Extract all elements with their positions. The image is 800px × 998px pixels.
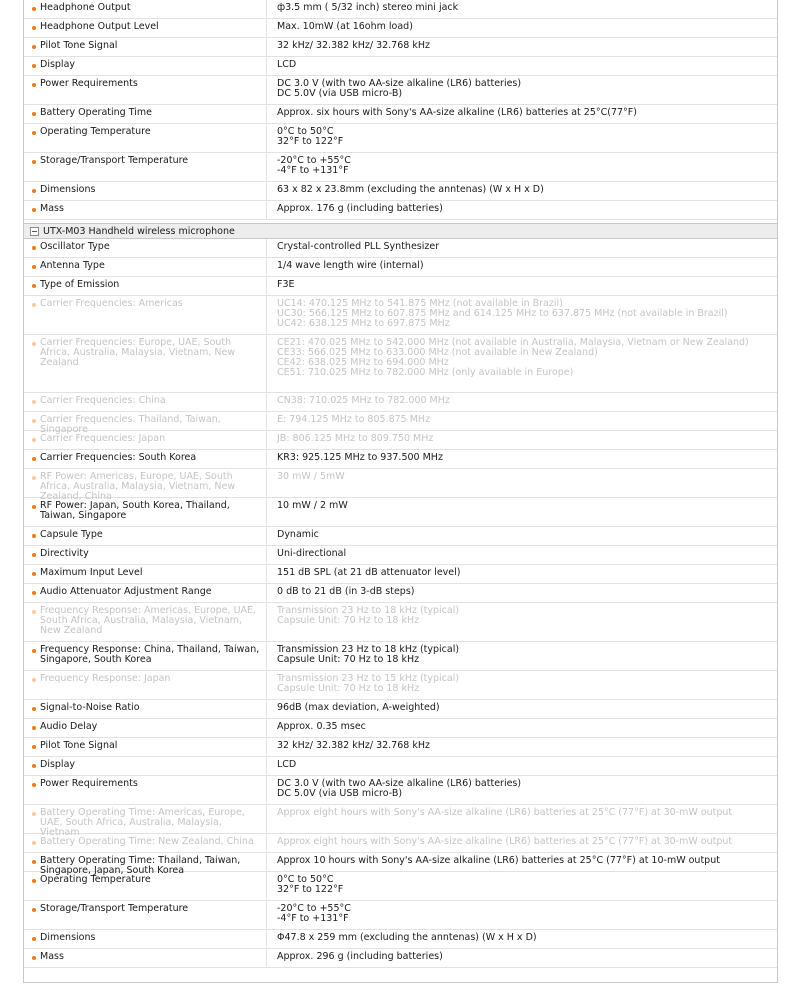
spec-value: CN38: 710.025 MHz to 782.000 MHz (277, 395, 450, 406)
spec-label-cell (24, 431, 267, 449)
bullet-dot-icon (32, 764, 36, 768)
spec-label: Dimensions (40, 184, 96, 195)
spec-label: Frequency Response: Americas, Europe, UAE, South Africa, Australia, Malaysia, Vietnam, New Zealand (40, 605, 257, 636)
spec-label: RF Power: Japan, South Korea, Thailand, Taiwan, Singapore (40, 500, 230, 521)
bullet-dot-icon (32, 64, 36, 68)
spec-value-cell (267, 671, 777, 699)
spec-label-cell (24, 949, 267, 967)
spec-label: Battery Operating Time: Thailand, Taiwan, Singapore, Japan, South Korea (40, 855, 241, 876)
spec-label-cell (24, 239, 267, 257)
spec-label-cell (24, 603, 267, 641)
spec-label: Display (40, 59, 76, 70)
bullet-dot-icon (32, 610, 36, 614)
spec-row (24, 431, 777, 450)
spec-row (24, 76, 777, 105)
spec-value-cell (267, 776, 777, 804)
bullet-dot-icon (32, 860, 36, 864)
bullet-dot-icon (32, 908, 36, 912)
spec-value-cell (267, 642, 777, 670)
bullet-dot-icon (32, 419, 36, 423)
spec-label: Carrier Frequencies: Thailand, Taiwan, Singapore (40, 414, 221, 435)
spec-value: Capsule Unit: 70 Hz to 18 kHz (277, 615, 420, 626)
spec-value: 32 kHz/ 32.382 kHz/ 32.768 kHz (277, 740, 430, 751)
spec-value-cell (267, 949, 777, 967)
spec-label: Directivity (40, 548, 89, 559)
spec-label: Battery Operating Time: Americas, Europe, UAE, South Africa, Australia, Malaysia, Vietnam (40, 807, 245, 838)
spec-value: Transmission 23 Hz to 18 kHz (typical) (277, 644, 460, 655)
spec-value-cell (267, 239, 777, 257)
spec-value-cell (267, 277, 777, 295)
bullet-dot-icon (32, 45, 36, 49)
spec-label: Carrier Frequencies: Americas (40, 298, 183, 309)
spec-label-cell (24, 450, 267, 468)
spec-row (24, 239, 777, 258)
spec-value: Approx. 296 g (including batteries) (277, 951, 443, 962)
spec-value: LCD (277, 59, 297, 70)
spec-value: 32°F to 122°F (277, 136, 344, 147)
spec-value: 0 dB to 21 dB (in 3-dB steps) (277, 586, 415, 597)
section-spec-rows (24, 239, 777, 968)
spec-value: 63 x 82 x 23.8mm (excluding the anntenas) (W x H x D) (277, 184, 544, 195)
spec-value: DC 3.0 V (with two AA-size alkaline (LR6) batteries) (277, 778, 522, 789)
spec-value-cell (267, 182, 777, 200)
spec-label-cell (24, 277, 267, 295)
spec-label-cell (24, 776, 267, 804)
spec-label: Headphone Output (40, 2, 131, 13)
spec-value-cell (267, 565, 777, 583)
spec-label-cell (24, 565, 267, 583)
bullet-dot-icon (32, 265, 36, 269)
bullet-dot-icon (32, 189, 36, 193)
bullet-dot-icon (32, 879, 36, 883)
spec-label: Dimensions (40, 932, 96, 943)
spec-value: LCD (277, 759, 297, 770)
spec-label: Pilot Tone Signal (40, 740, 118, 751)
spec-value-cell (267, 450, 777, 468)
spec-label: Headphone Output Level (40, 21, 159, 32)
spec-value: Approx 10 hours with Sony's AA-size alkaline (LR6) batteries at 25°C (77°F) at 10-mW output (277, 855, 720, 866)
spec-row (24, 450, 777, 469)
spec-value-cell (267, 901, 777, 929)
spec-label-cell (24, 0, 267, 18)
bullet-dot-icon (32, 7, 36, 11)
spec-row (24, 201, 777, 220)
spec-value-cell (267, 700, 777, 718)
spec-value-cell (267, 757, 777, 775)
spec-label: Carrier Frequencies: Japan (40, 433, 166, 444)
spec-value-cell (267, 498, 777, 526)
spec-row (24, 105, 777, 124)
spec-row (24, 565, 777, 584)
spec-value: Uni-directional (277, 548, 347, 559)
spec-label-cell (24, 124, 267, 152)
bullet-dot-icon (32, 707, 36, 711)
bullet-dot-icon (32, 553, 36, 557)
spec-row (24, 38, 777, 57)
spec-label-cell (24, 642, 267, 670)
bullet-dot-icon (32, 649, 36, 653)
spec-value: ф3.5 mm ( 5/32 inch) stereo mini jack (277, 2, 459, 13)
spec-value: UC14: 470.125 MHz to 541.875 MHz (not available in Brazil) (277, 298, 563, 309)
spec-row (24, 0, 777, 19)
section-title: UTX-M03 Handheld wireless microphone (43, 225, 235, 237)
spec-value: 30 mW / 5mW (277, 471, 345, 482)
spec-row (24, 584, 777, 603)
spec-value-cell (267, 546, 777, 564)
spec-value-cell (267, 258, 777, 276)
spec-label-cell (24, 719, 267, 737)
bullet-dot-icon (32, 284, 36, 288)
spec-row (24, 671, 777, 700)
spec-value-cell (267, 853, 777, 871)
spec-value-cell (267, 57, 777, 75)
spec-label: Signal-to-Noise Ratio (40, 702, 140, 713)
spec-row (24, 182, 777, 201)
spec-value-cell (267, 930, 777, 948)
spec-row (24, 700, 777, 719)
spec-value: CE33: 566.025 MHz to 633.000 MHz (not available in New Zealand) (277, 347, 598, 358)
spec-label: Pilot Tone Signal (40, 40, 118, 51)
bullet-dot-icon (32, 678, 36, 682)
spec-label-cell (24, 469, 267, 502)
spec-value-cell (267, 469, 777, 497)
spec-row (24, 719, 777, 738)
spec-value-cell (267, 124, 777, 152)
spec-value: 32°F to 122°F (277, 884, 344, 895)
spec-label: Antenna Type (40, 260, 105, 271)
bullet-dot-icon (32, 208, 36, 212)
spec-value: Transmission 23 Hz to 15 kHz (typical) (277, 673, 460, 684)
spec-label: Carrier Frequencies: Europe, UAE, South Africa, Australia, Malaysia, Vietnam, New Zealand (40, 337, 236, 368)
bullet-dot-icon (32, 400, 36, 404)
spec-label: RF Power: Americas, Europe, UAE, South Africa, Australia, Malaysia, Vietnam, New Zealand, China (40, 471, 236, 502)
spec-value: Max. 10mW (at 16ohm load) (277, 21, 413, 32)
bullet-dot-icon (32, 505, 36, 509)
spec-row (24, 738, 777, 757)
spec-value-cell (267, 19, 777, 37)
spec-value: UC42: 638.125 MHz to 697.875 MHz (277, 318, 450, 329)
spec-label: Storage/Transport Temperature (40, 155, 189, 166)
spec-value: 10 mW / 2 mW (277, 500, 348, 511)
bullet-dot-icon (32, 726, 36, 730)
spec-row (24, 19, 777, 38)
spec-label-cell (24, 853, 267, 876)
bullet-dot-icon (32, 812, 36, 816)
spec-label-cell (24, 393, 267, 411)
spec-row (24, 258, 777, 277)
spec-label-cell (24, 700, 267, 718)
spec-label-cell (24, 105, 267, 123)
spec-label-cell (24, 19, 267, 37)
spec-label: Mass (40, 951, 64, 962)
spec-value: JB: 806.125 MHz to 809.750 MHz (277, 433, 434, 444)
spec-label-cell (24, 671, 267, 699)
collapse-minus-icon[interactable] (30, 227, 39, 236)
spec-value-cell (267, 603, 777, 641)
spec-value: -4°F to +131°F (277, 913, 349, 924)
spec-label-cell (24, 57, 267, 75)
spec-value: Approx eight hours with Sony's AA-size alkaline (LR6) batteries at 25°C (77°F) at 30-mW output (277, 836, 733, 847)
spec-value: KR3: 925.125 MHz to 937.500 MHz (277, 452, 443, 463)
spec-label-cell (24, 201, 267, 219)
spec-label: Capsule Type (40, 529, 103, 540)
spec-value: 32 kHz/ 32.382 kHz/ 32.768 kHz (277, 40, 430, 51)
spec-row (24, 901, 777, 930)
bullet-dot-icon (32, 937, 36, 941)
spec-label: Battery Operating Time (40, 107, 152, 118)
bullet-dot-icon (32, 956, 36, 960)
top-spec-rows (24, 0, 777, 220)
spec-row (24, 393, 777, 412)
spec-value-cell (267, 527, 777, 545)
spec-table (23, 0, 778, 983)
spec-value-cell (267, 38, 777, 56)
spec-value-cell (267, 412, 777, 430)
spec-label: Audio Attenuator Adjustment Range (40, 586, 212, 597)
spec-value: -20°C to +55°C (277, 903, 351, 914)
spec-row (24, 776, 777, 805)
spec-value-cell (267, 738, 777, 756)
spec-label: Frequency Response: China, Thailand, Taiwan, Singapore, South Korea (40, 644, 260, 665)
bullet-dot-icon (32, 572, 36, 576)
spec-label: Power Requirements (40, 78, 138, 89)
bullet-dot-icon (32, 457, 36, 461)
bullet-dot-icon (32, 112, 36, 116)
spec-value-cell (267, 834, 777, 852)
spec-value: 1/4 wave length wire (internal) (277, 260, 424, 271)
spec-row (24, 469, 777, 502)
spec-value: Capsule Unit: 70 Hz to 18 kHz (277, 654, 420, 665)
spec-row (24, 603, 777, 642)
spec-label-cell (24, 584, 267, 602)
spec-value-cell (267, 719, 777, 737)
spec-label-cell (24, 738, 267, 756)
spec-row (24, 805, 777, 838)
spec-row (24, 498, 777, 527)
bullet-dot-icon (32, 534, 36, 538)
spec-value: Φ47.8 x 259 mm (excluding the anntenas) (W x H x D) (277, 932, 537, 943)
bullet-dot-icon (32, 476, 36, 480)
spec-value-cell (267, 201, 777, 219)
spec-label-cell (24, 182, 267, 200)
spec-value: Transmission 23 Hz to 18 kHz (typical) (277, 605, 460, 616)
spec-label-cell (24, 805, 267, 838)
spec-value: -4°F to +131°F (277, 165, 349, 176)
spec-row (24, 834, 777, 853)
spec-label-cell (24, 258, 267, 276)
spec-label: Type of Emission (40, 279, 120, 290)
spec-row (24, 527, 777, 546)
spec-label: Operating Temperature (40, 126, 151, 137)
spec-row (24, 949, 777, 968)
spec-label: Operating Temperature (40, 874, 151, 885)
spec-row (24, 412, 777, 435)
spec-value-cell (267, 335, 777, 392)
spec-value-cell (267, 584, 777, 602)
spec-value-cell (267, 296, 777, 334)
spec-label-cell (24, 930, 267, 948)
spec-row (24, 546, 777, 565)
spec-row (24, 757, 777, 776)
spec-value-cell (267, 393, 777, 411)
spec-value: Dynamic (277, 529, 319, 540)
spec-value-cell (267, 431, 777, 449)
bullet-dot-icon (32, 26, 36, 30)
spec-label: Oscillator Type (40, 241, 110, 252)
spec-row (24, 335, 777, 393)
spec-value-cell (267, 805, 777, 833)
spec-value-cell (267, 0, 777, 18)
spec-row (24, 57, 777, 76)
bullet-dot-icon (32, 160, 36, 164)
spec-row (24, 872, 777, 901)
bullet-dot-icon (32, 745, 36, 749)
spec-value-cell (267, 872, 777, 900)
spec-value: CE51: 710.025 MHz to 782.000 MHz (only available in Europe) (277, 367, 574, 378)
spec-value: E: 794.125 MHz to 805.875 MHz (277, 414, 431, 425)
section-header[interactable] (24, 223, 777, 239)
spec-value-cell (267, 153, 777, 181)
spec-label: Power Requirements (40, 778, 138, 789)
spec-label-cell (24, 527, 267, 545)
bullet-dot-icon (32, 783, 36, 787)
spec-value: Crystal-controlled PLL Synthesizer (277, 241, 440, 252)
spec-label: Frequency Response: Japan (40, 673, 171, 684)
bullet-dot-icon (32, 246, 36, 250)
spec-label-cell (24, 901, 267, 929)
spec-value: -20°C to +55°C (277, 155, 351, 166)
spec-label: Storage/Transport Temperature (40, 903, 189, 914)
bullet-dot-icon (32, 841, 36, 845)
spec-label: Carrier Frequencies: China (40, 395, 166, 406)
spec-value: 96dB (max deviation, A-weighted) (277, 702, 440, 713)
spec-label-cell (24, 38, 267, 56)
spec-label-cell (24, 76, 267, 104)
spec-row (24, 930, 777, 949)
spec-row (24, 153, 777, 182)
spec-label-cell (24, 412, 267, 435)
spec-label-cell (24, 546, 267, 564)
spec-label: Maximum Input Level (40, 567, 143, 578)
spec-row (24, 277, 777, 296)
bullet-dot-icon (32, 438, 36, 442)
spec-label: Battery Operating Time: New Zealand, China (40, 836, 254, 847)
bullet-dot-icon (32, 342, 36, 346)
bullet-dot-icon (32, 591, 36, 595)
spec-value: DC 5.0V (via USB micro-B) (277, 788, 403, 799)
spec-value: 151 dB SPL (at 21 dB attenuator level) (277, 567, 461, 578)
spec-label-cell (24, 498, 267, 526)
spec-value-cell (267, 76, 777, 104)
spec-value: 0°C to 50°C (277, 126, 334, 137)
spec-value: CE21: 470.025 MHz to 542.000 MHz (not available in Australia, Malaysia, Vietnam or New Zealand) (277, 337, 749, 348)
spec-row (24, 296, 777, 335)
spec-value: DC 5.0V (via USB micro-B) (277, 88, 403, 99)
spec-value: UC30: 566.125 MHz to 607.875 MHz and 614.125 MHz to 637.875 MHz (not available in Brazil) (277, 308, 728, 319)
bullet-dot-icon (32, 131, 36, 135)
spec-label-cell (24, 296, 267, 334)
spec-value: DC 3.0 V (with two AA-size alkaline (LR6) batteries) (277, 78, 522, 89)
spec-value: Approx. 0.35 msec (277, 721, 366, 732)
spec-label: Display (40, 759, 76, 770)
spec-label-cell (24, 757, 267, 775)
spec-label-cell (24, 335, 267, 392)
spec-value: 0°C to 50°C (277, 874, 334, 885)
spec-value: F3E (277, 279, 295, 290)
spec-label: Mass (40, 203, 64, 214)
spec-row (24, 853, 777, 876)
spec-label-cell (24, 872, 267, 900)
spec-label: Audio Delay (40, 721, 98, 732)
spec-row (24, 124, 777, 153)
bullet-dot-icon (32, 303, 36, 307)
spec-value: Capsule Unit: 70 Hz to 18 kHz (277, 683, 420, 694)
bullet-dot-icon (32, 83, 36, 87)
spec-value: Approx. 176 g (including batteries) (277, 203, 443, 214)
spec-row (24, 642, 777, 671)
spec-value-cell (267, 105, 777, 123)
spec-value: Approx. six hours with Sony's AA-size alkaline (LR6) batteries at 25°C(77°F) (277, 107, 637, 118)
spec-value: Approx eight hours with Sony's AA-size alkaline (LR6) batteries at 25°C (77°F) at 30-mW output (277, 807, 733, 818)
spec-label-cell (24, 153, 267, 181)
spec-value: CE42: 638.025 MHz to 694.000 MHz (277, 357, 449, 368)
spec-label-cell (24, 834, 267, 852)
spec-label: Carrier Frequencies: South Korea (40, 452, 197, 463)
